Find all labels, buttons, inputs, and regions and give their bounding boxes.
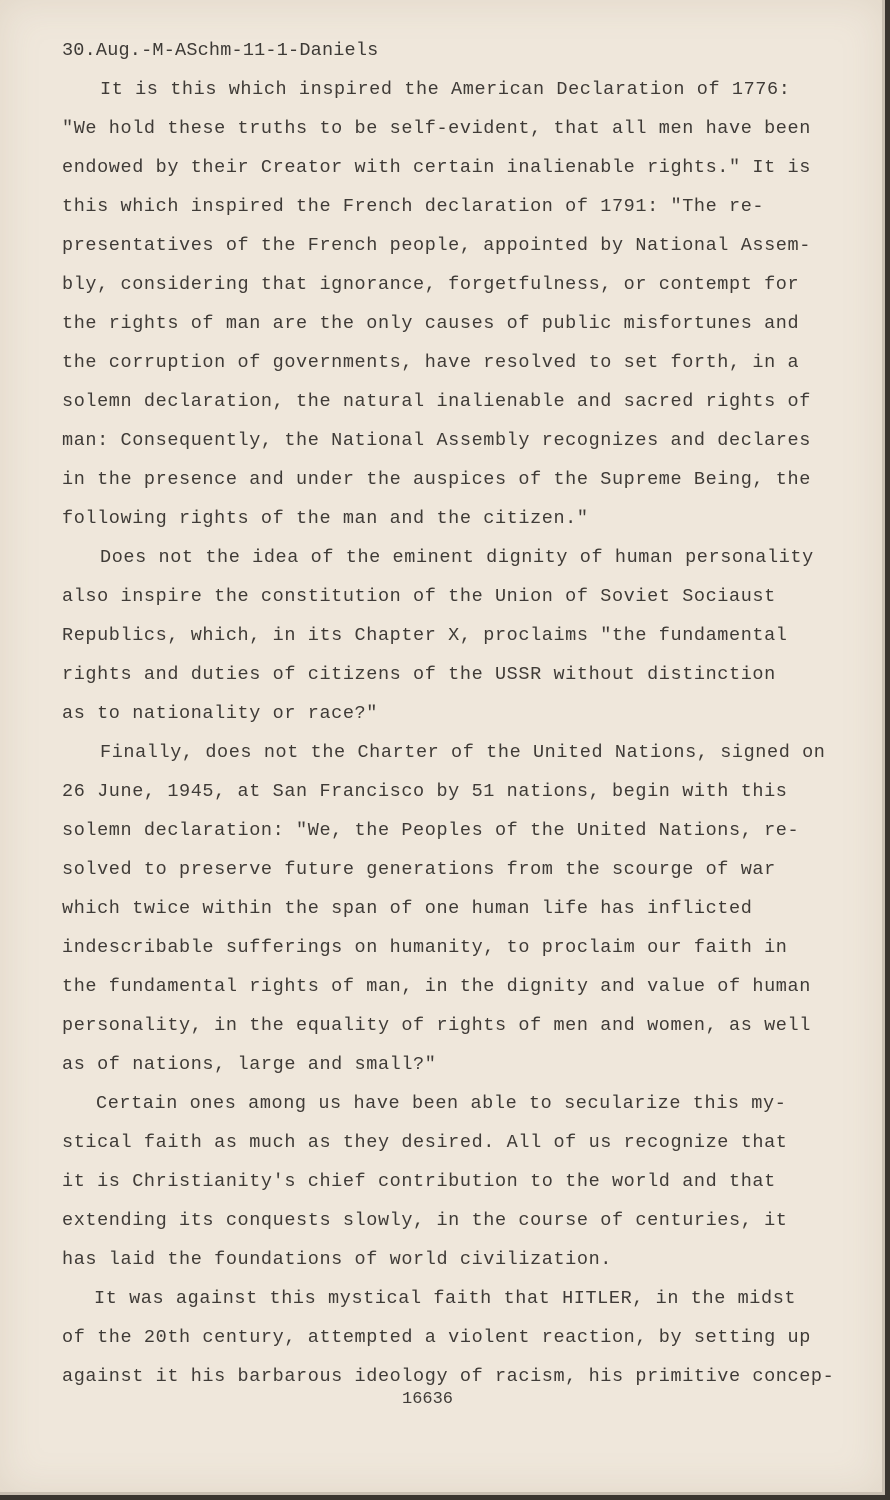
text-line: the corruption of governments, have resolved to set forth, in a <box>62 352 800 373</box>
text-line: solemn declaration: "We, the Peoples of the United Nations, re- <box>62 820 800 841</box>
text-line: rights and duties of citizens of the USSR without distinction <box>62 664 776 685</box>
text-line: this which inspired the French declaration of 1791: "The re- <box>62 196 765 217</box>
text-line: 26 June, 1945, at San Francisco by 51 nations, begin with this <box>62 781 788 802</box>
text-line: It was against this mystical faith that HITLER, in the midst <box>94 1288 797 1309</box>
text-line: as of nations, large and small?" <box>62 1054 437 1075</box>
text-line: which twice within the span of one human life has inflicted <box>62 898 753 919</box>
text-line: bly, considering that ignorance, forgetfulness, or contempt for <box>62 274 800 295</box>
text-line: it is Christianity's chief contribution to the world and that <box>62 1171 776 1192</box>
text-line: solved to preserve future generations from the scourge of war <box>62 859 776 880</box>
text-line: presentatives of the French people, appointed by National Assem- <box>62 235 811 256</box>
text-line: extending its conquests slowly, in the course of centuries, it <box>62 1210 788 1231</box>
text-line: also inspire the constitution of the Union of Soviet Sociaust <box>62 586 776 607</box>
text-line: the fundamental rights of man, in the dignity and value of human <box>62 976 811 997</box>
text-line: indescribable sufferings on humanity, to proclaim our faith in <box>62 937 788 958</box>
text-line: "We hold these truths to be self-evident, that all men have been <box>62 118 811 139</box>
text-line: man: Consequently, the National Assembly recognizes and declares <box>62 430 811 451</box>
text-line: It is this which inspired the American Declaration of 1776: <box>100 79 791 100</box>
text-line: the rights of man are the only causes of public misfortunes and <box>62 313 800 334</box>
text-line: against it his barbarous ideology of racism, his primitive concep- <box>62 1366 835 1387</box>
text-line: has laid the foundations of world civilization. <box>62 1249 612 1270</box>
text-line: of the 20th century, attempted a violent reaction, by setting up <box>62 1327 811 1348</box>
text-line: stical faith as much as they desired. All of us recognize that <box>62 1132 788 1153</box>
page-number: 16636 <box>402 1390 454 1409</box>
text-line: solemn declaration, the natural inalienable and sacred rights of <box>62 391 811 412</box>
text-line: Does not the idea of the eminent dignity of human personality <box>100 547 814 568</box>
text-line: Finally, does not the Charter of the United Nations, signed on <box>100 742 826 763</box>
text-line: personality, in the equality of rights of men and women, as well <box>62 1015 811 1036</box>
text-line: Republics, which, in its Chapter X, proclaims "the fundamental <box>62 625 788 646</box>
document-header: 30.Aug.-M-ASchm-11-1-Daniels <box>62 40 379 61</box>
text-line: as to nationality or race?" <box>62 703 378 724</box>
text-line: following rights of the man and the citizen." <box>62 508 589 529</box>
text-line: Certain ones among us have been able to secularize this my- <box>96 1093 787 1114</box>
text-line: in the presence and under the auspices of the Supreme Being, the <box>62 469 811 490</box>
text-line: endowed by their Creator with certain inalienable rights." It is <box>62 157 811 178</box>
